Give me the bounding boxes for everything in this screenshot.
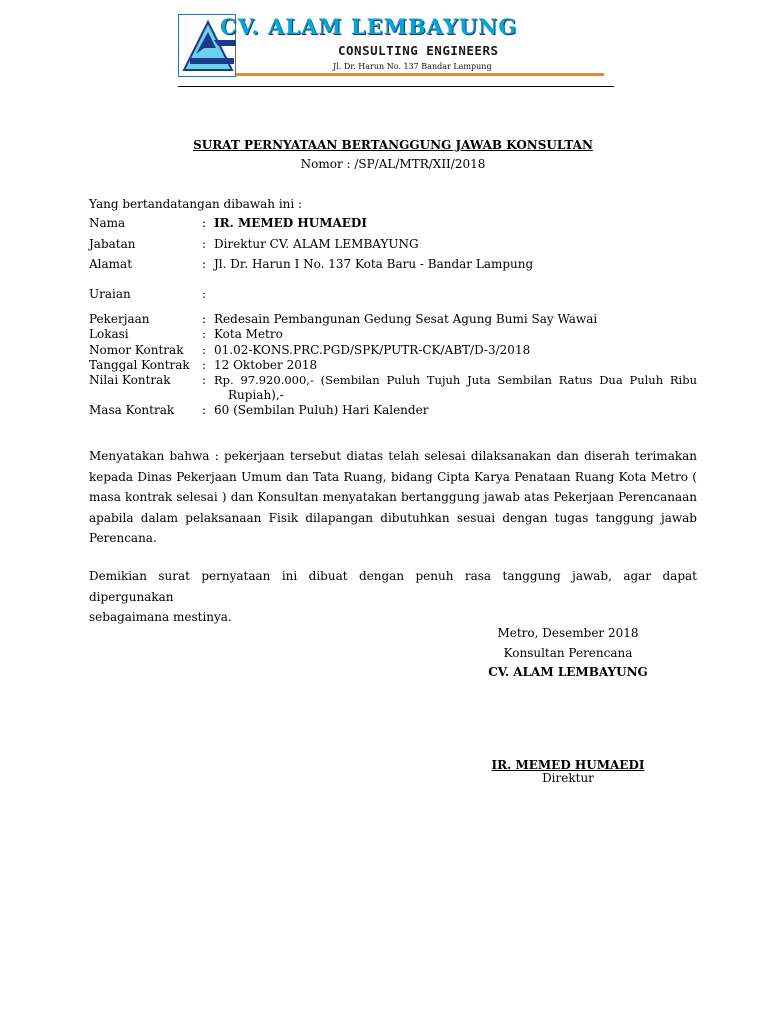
closing-line: sebagaimana mestinya. [89,610,232,624]
field-label-pekerjaan: Pekerjaan [89,312,150,326]
field-value-nama: IR. MEMED HUMAEDI [214,216,367,230]
statement-line: apabila dalam pelaksanaan Fisik dilapangan dibutuhkan sesuai dengan tugas tanggung jawab [89,510,697,525]
field-label-masa-kontrak: Masa Kontrak [89,403,175,417]
field-colon: : [202,257,207,271]
statement-paragraph [89,446,697,549]
signature-name: IR. MEMED HUMAEDI [491,758,645,772]
field-colon: : [202,216,207,230]
field-value-nilai-kontrak: Rp. 97.920.000,- (Sembilan Puluh Tujuh Juta Sembilan Ratus Dua Puluh Ribu [214,373,697,387]
field-label-jabatan: Jabatan [89,237,136,251]
field-value-jabatan: Direktur CV. ALAM LEMBAYUNG [214,237,419,251]
document-number: Nomor : /SP/AL/MTR/XII/2018 [300,157,486,171]
field-label-tanggal-kontrak: Tanggal Kontrak [89,358,190,372]
field-colon: : [202,327,207,341]
company-address: Jl. Dr. Harun No. 137 Bandar Lampung [333,62,492,71]
company-subtitle: CONSULTING ENGINEERS [338,43,499,58]
field-colon: : [202,403,207,417]
statement-line: kepada Dinas Pekerjaan Umum dan Tata Ruang, bidang Cipta Karya Penataan Ruang Kota Metro ( [89,469,697,484]
company-name: CV. ALAM LEMBAYUNG [220,14,518,39]
signature-company: CV. ALAM LEMBAYUNG [488,665,648,679]
field-value-alamat: Jl. Dr. Harun I No. 137 Kota Baru - Bandar Lampung [214,257,534,271]
field-value-masa-kontrak: 60 (Sembilan Puluh) Hari Kalender [214,403,429,417]
field-value-tanggal-kontrak: 12 Oktober 2018 [214,358,318,372]
field-colon: : [202,343,207,357]
field-value-nomor-kontrak: 01.02-KONS.PRC.PGD/SPK/PUTR-CK/ABT/D-3/2018 [214,343,531,357]
field-colon: : [202,287,207,301]
field-colon: : [202,358,207,372]
field-label-nomor-kontrak: Nomor Kontrak [89,343,184,357]
field-colon: : [202,312,207,326]
field-colon: : [202,373,207,387]
closing-paragraph [89,566,697,628]
closing-line: Demikian surat pernyataan ini dibuat dengan penuh rasa tanggung jawab, agar dapat dipergunakan [89,569,697,604]
statement-line: Perencana. [89,531,157,545]
field-label-uraian: Uraian [89,287,131,301]
field-label-nama: Nama [89,216,126,230]
accent-divider [236,73,604,76]
signature-place-date: Metro, Desember 2018 [497,626,639,640]
signature-position: Direktur [542,771,594,785]
field-label-alamat: Alamat [89,257,133,271]
field-label-lokasi: Lokasi [89,327,129,341]
signature-role: Konsultan Perencana [503,646,633,660]
field-value-nilai-kontrak-cont: Rupiah),- [228,388,284,402]
field-value-pekerjaan: Redesain Pembangunan Gedung Sesat Agung Bumi Say Wawai [214,312,598,326]
statement-line: masa kontrak selesai ) dan Konsultan menyatakan bertanggung jawab atas Pekerjaan Perencanaan [89,490,697,504]
field-value-lokasi: Kota Metro [214,327,283,341]
field-colon: : [202,237,207,251]
document-title: SURAT PERNYATAAN BERTANGGUNG JAWAB KONSULTAN [193,138,593,152]
statement-line: Menyatakan bahwa : pekerjaan tersebut diatas telah selesai dilaksanakan dan diserah terimakan [89,449,697,463]
field-label-nilai-kontrak: Nilai Kontrak [89,373,171,387]
header-divider [178,86,614,87]
intro-text: Yang bertandatangan dibawah ini : [89,197,303,211]
